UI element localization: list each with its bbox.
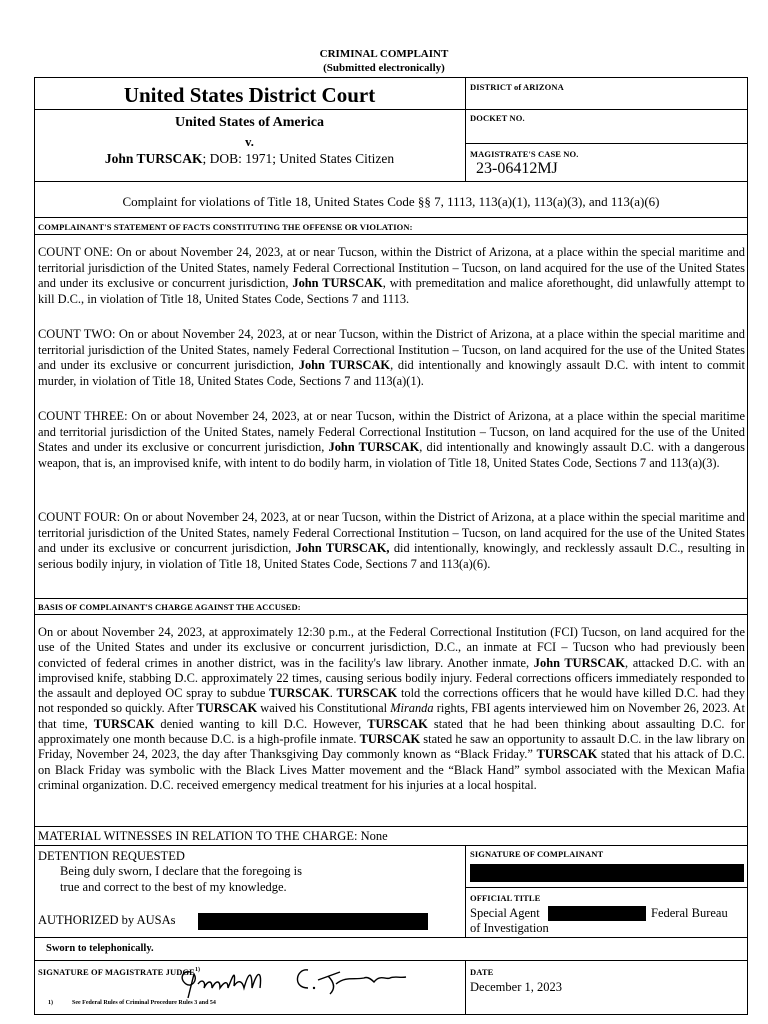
miranda-term: Miranda [390,701,434,716]
redaction-complainant-signature [470,864,744,882]
witness-top-line [34,826,748,827]
district-label: DISTRICT of ARIZONA [470,82,564,92]
statutes-bottom-line [34,217,748,218]
count-three-text: COUNT THREE: On or about November 24, 2023, at or near Tucson, within the District of Arizona, at a place within the special maritime and territorial jurisdiction of the United States, namely Federal Correctional Institution – Tucson, on land acquired for the use of the United States and under its exclusive or concurrent jurisdiction, [38,409,745,454]
court-name: United States District Court [123,83,376,107]
plaintiff-name: United States of America [175,115,324,130]
basis-text: On or about November 24, 2023, at approximately 12:30 p.m., at the Federal Correctional Institution (FCI) Tucson, on land acquired for the use of the United States and under its exclusive or concurrent jurisdiction, D.C., an inmate at FCI – Tucson who had previously been convicted of federal crimes in another district, was in the facility's law library. Another inmate, [38,625,745,670]
basis-heading-line [34,614,748,615]
header-row-line [34,109,748,110]
count-three-text-end: , did intentionally and knowingly assault D.C. with a dangerous weapon, that is, an improvised knife, with intent to do bodily harm, in violation of Title 18, United States Code, Sections 7 and 113(a)(3). [38,440,745,470]
oath-line-1: Being duly sworn, I declare that the foregoing is [60,864,302,878]
basis-text: waived his Constitutional [257,701,391,716]
count-two [38,327,745,389]
signature-divider [465,845,466,937]
header-divider [465,77,466,181]
date-divider [465,960,466,1014]
basis-defendant: TURSCAK [367,716,428,731]
docket-label: DOCKET NO. [470,113,525,123]
basis-defendant: TURSCAK [359,732,421,747]
redaction-agent-name [548,906,646,921]
frame-bottom-line [34,1014,748,1015]
count-four-defendant: John TURSCAK, [295,541,390,555]
basis-text: stated he saw an opportunity to assault D.C. in the law library on Friday, November 24, 2023, the day after Thanksgiving Day commonly known as “Black Friday.” [38,732,745,762]
basis-defendant: John TURSCAK [533,655,625,670]
magistrate-case-label: MAGISTRATE'S CASE NO. [470,149,579,159]
redaction-ausa [198,913,428,930]
defendant-name: John TURSCAK [104,151,203,166]
count-two-text: COUNT TWO: On or about November 24, 2023, at or near Tucson, within the District of Arizona, at a place within the special maritime and territorial jurisdiction of the United States, namely Federal Correctional Institution – Tucson, on land acquired for the use of the United States and under its exclusive or concurrent jurisdiction, [38,327,745,372]
basis-text: told the corrections officers that he would have killed D.C. had they not responded so quickly. After [38,686,745,716]
count-four-text: COUNT FOUR: On or about November 24, 2023, at or near Tucson, within the District of Arizona, at a place within the special maritime and territorial jurisdiction of the United States, namely Federal Correctional Institution – Tucson, on land acquired for the use of the United States and under its exclusive or concurrent jurisdiction, [38,510,745,555]
count-one-defendant: John TURSCAK [292,276,383,290]
count-two-text-end: , did intentionally and knowingly assault D.C. with intent to commit murder, in violation of Title 18, United States Code, Sections 7 and 113(a)(1). [38,358,745,388]
count-one-text: COUNT ONE: On or about November 24, 2023, at or near Tucson, within the District of Arizona, at a place within the special maritime and territorial jurisdiction of the United States, namely Federal Correctional Institution – Tucson, on land acquired for the use of the United States and under its exclusive or concurrent jurisdiction, [38,245,745,290]
defendant-line [34,151,465,167]
official-title-suffix: Federal Bureau [651,906,728,920]
basis-text: stated that he had been thinking about assaulting D.C. for approximately one month because D.C. is a high-profile inmate. [38,716,745,747]
official-title-prefix: Special Agent [470,906,540,920]
sworn-telephonically: Sworn to telephonically. [46,943,154,954]
official-title-label: OFFICIAL TITLE [470,893,541,903]
versus-text: v. [245,135,254,149]
basis-defendant: TURSCAK [336,686,398,701]
statement-heading: COMPLAINANT'S STATEMENT OF FACTS CONSTITUTING THE OFFENSE OR VIOLATION: [38,222,413,232]
header-bottom-line [34,181,748,182]
date-value: December 1, 2023 [470,980,562,994]
basis-text: denied wanting to kill D.C. However, [154,716,368,731]
basis-defendant: TURSCAK [93,716,155,731]
statement-heading-line [34,234,748,235]
docket-row-line [465,143,748,144]
count-four-text-end: did intentionally, knowingly, and recklessly assault D.C., resulting in serious bodily injury, in violation of Title 18, United States Code, Sections 7 and 113(a)(6). [38,541,745,571]
official-title-line-2: of Investigation [470,921,549,935]
document-title: CRIMINAL COMPLAINT [319,48,449,60]
footnote-mark: 1) [194,967,201,974]
count-one [38,245,745,307]
count-two-defendant: John TURSCAK [298,358,391,372]
basis-heading: BASIS OF COMPLAINANT'S CHARGE AGAINST THE ACCUSED: [38,602,301,612]
magistrate-case-number: 23-06412MJ [476,160,558,177]
detention-requested: DETENTION REQUESTED [38,849,185,863]
count-four [38,510,745,572]
oath-line-2: true and correct to the best of my knowledge. [60,880,287,894]
sworn-top-line [34,937,748,938]
count-three-defendant: John TURSCAK [328,440,420,454]
material-witnesses: MATERIAL WITNESSES IN RELATION TO THE CHARGE: None [38,829,388,843]
footnote-text: See Federal Rules of Criminal Procedure Rules 3 and 54 [72,1000,216,1006]
official-title-line [465,887,748,888]
footnote-number: 1) [48,1000,53,1006]
magistrate-handwritten-signature [168,958,413,1004]
date-label: DATE [470,967,494,977]
count-three [38,409,745,471]
basis-top-line [34,598,748,599]
count-one-text-end: , with premeditation and malice aforethought, did unlawfully attempt to kill D.C., in violation of Title 18, United States Code, Sections 7 and 1113. [38,276,745,306]
complaint-statutes: Complaint for violations of Title 18, United States Code §§ 7, 1113, 113(a)(1), 113(a)(3), and 113(a)(6) [122,194,660,209]
basis-text: rights, FBI agents interviewed him on November 26, 2023. At that time, [38,701,745,731]
basis-defendant: TURSCAK [196,701,258,716]
frame-top-line [34,77,748,78]
basis-defendant: TURSCAK [536,747,598,762]
magistrate-signature-label-text: SIGNATURE OF MAGISTRATE JUDGE [38,967,195,977]
document-subtitle: (Submitted electronically) [323,62,445,74]
basis-defendant: TURSCAK [269,686,330,701]
defendant-details: ; DOB: 1971; United States Citizen [202,151,395,166]
basis-text: stated that his attack of D.C. on Black Friday was symbolic with the Black Lives Matter movement and the “Black Hand” symbol associated with the Mexican Mafia criminal organization. D.C. received emergency medical treatment for his injuries at a local hospital. [38,747,745,792]
authorized-by: AUTHORIZED by AUSAs [38,913,176,927]
signature-complainant-label: SIGNATURE OF COMPLAINANT [470,849,604,859]
basis-paragraph [38,625,745,793]
basis-text: . [329,686,337,701]
witness-bottom-line [34,845,748,846]
basis-text: , attacked D.C. with an improvised knife, stabbing D.C. approximately 22 times, causing serious bodily injury. Federal corrections officers immediately responded to the assault and deployed OC spray to subdue [38,655,745,701]
